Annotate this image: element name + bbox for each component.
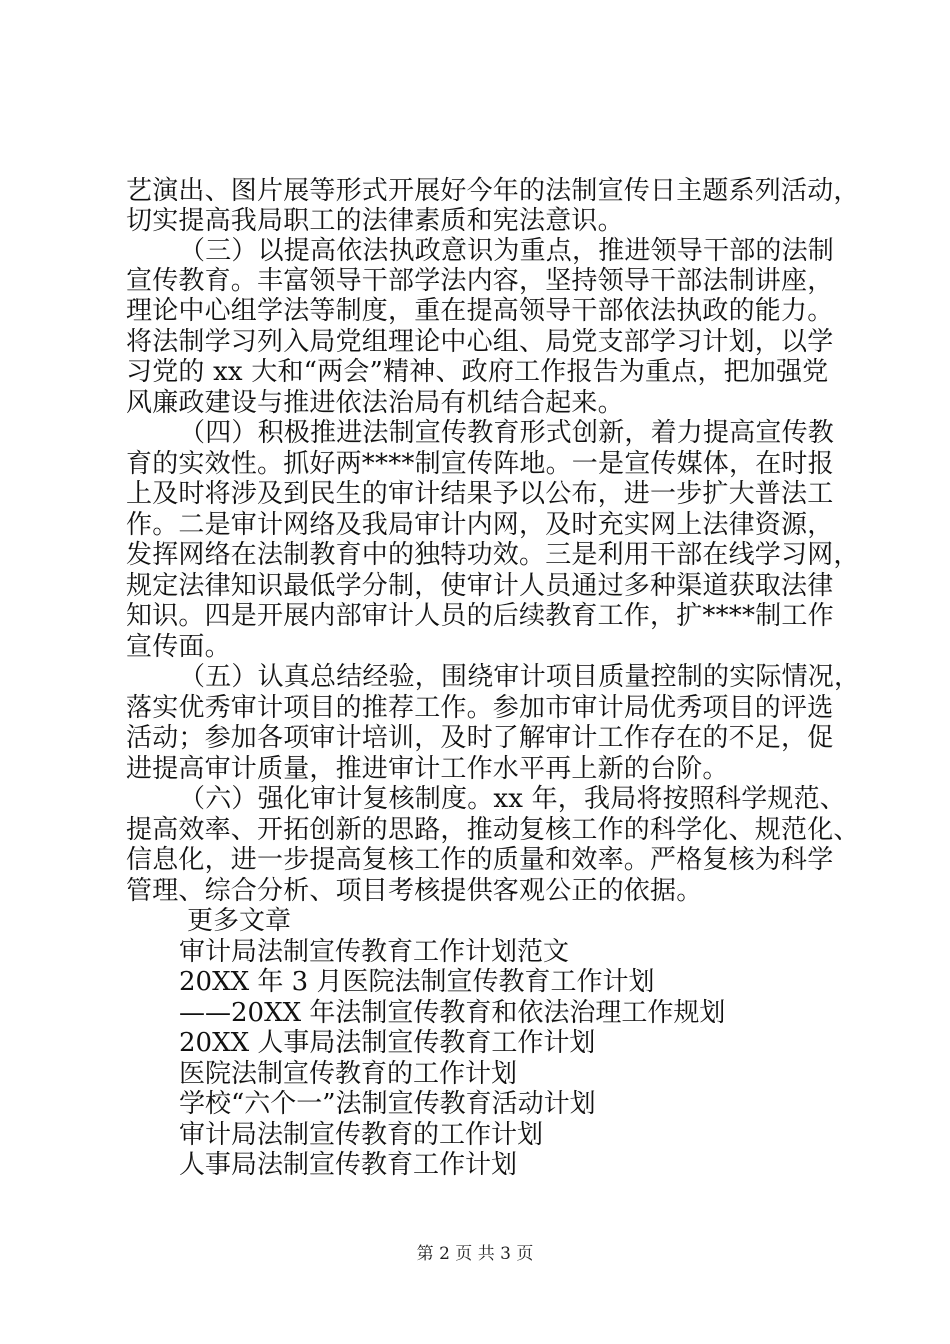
page-footer: 第 2 页 共 3 页 [416,1244,534,1264]
article-link[interactable]: ——20XX 年法制宣传教育和依法治理工作规划 [179,997,726,1028]
paragraph-6-start: （六）强化审计复核制度。xx 年，我局将按照科学规范、 [179,784,846,814]
body-line: 作。二是审计网络及我局审计内网，及时充实网上法律资源， [126,510,834,540]
body-line: 规定法律知识最低学分制，使审计人员通过多种渠道获取法律 [126,571,834,601]
body-line: 进提高审计质量，推进审计工作水平再上新的台阶。 [126,754,729,784]
body-line: 风廉政建设与推进依法治局有机结合起来。 [126,388,624,418]
body-line: 落实优秀审计项目的推荐工作。参加市审计局优秀项目的评选 [126,693,834,723]
body-line: 发挥网络在法制教育中的独特功效。三是利用干部在线学习网， [126,540,860,570]
article-link[interactable]: 审计局法制宣传教育工作计划范文 [179,936,570,967]
body-line: 宣传面。 [126,632,231,662]
more-articles-heading: 更多文章 [187,906,292,936]
body-line: 育的实效性。抓好两****制宣传阵地。一是宣传媒体，在时报 [126,449,834,479]
body-line: 习党的 xx 大和“两会”精神、政府工作报告为重点，把加强党 [126,357,829,387]
paragraph-4-start: （四）积极推进法制宣传教育形式创新，着力提高宣传教 [179,418,835,448]
body-line: 提高效率、开拓创新的思路，推动复核工作的科学化、规范化、 [126,815,860,845]
body-line: 将法制学习列入局党组理论中心组、局党支部学习计划，以学 [126,327,834,357]
body-line: 理论中心组学法等制度，重在提高领导干部依法执政的能力。 [126,296,834,326]
article-link[interactable]: 人事局法制宣传教育工作计划 [179,1150,518,1180]
more-articles-section [179,906,725,1181]
body-line: 信息化，进一步提高复核工作的质量和效率。严格复核为科学 [126,845,834,875]
paragraph-5-start: （五）认真总结经验，围绕审计项目质量控制的实际情况， [179,662,861,692]
body-line: 艺演出、图片展等形式开展好今年的法制宣传日主题系列活动， [126,176,860,206]
article-link[interactable]: 审计局法制宣传教育的工作计划 [179,1119,544,1150]
body-line: 切实提高我局职工的法律素质和宪法意识。 [126,206,624,236]
body-line: 管理、综合分析、项目考核提供客观公正的依据。 [126,876,703,906]
body-line: 活动；参加各项审计培训，及时了解审计工作存在的不足，促 [126,723,834,753]
article-link[interactable]: 20XX 年 3 月医院法制宣传教育工作计划 [179,967,655,997]
article-link[interactable]: 学校“六个一”法制宣传教育活动计划 [179,1089,596,1119]
article-link[interactable]: 20XX 人事局法制宣传教育工作计划 [179,1028,596,1058]
body-line: 上及时将涉及到民生的审计结果予以公布，进一步扩大普法工 [126,479,834,509]
body-line: 知识。四是开展内部审计人员的后续教育工作，扩****制工作 [126,601,834,631]
body-line: 宣传教育。丰富领导干部学法内容，坚持领导干部法制讲座， [126,266,834,296]
article-link[interactable]: 医院法制宣传教育的工作计划 [179,1058,518,1089]
paragraph-3-start: （三）以提高依法执政意识为重点，推进领导干部的法制 [179,236,835,266]
